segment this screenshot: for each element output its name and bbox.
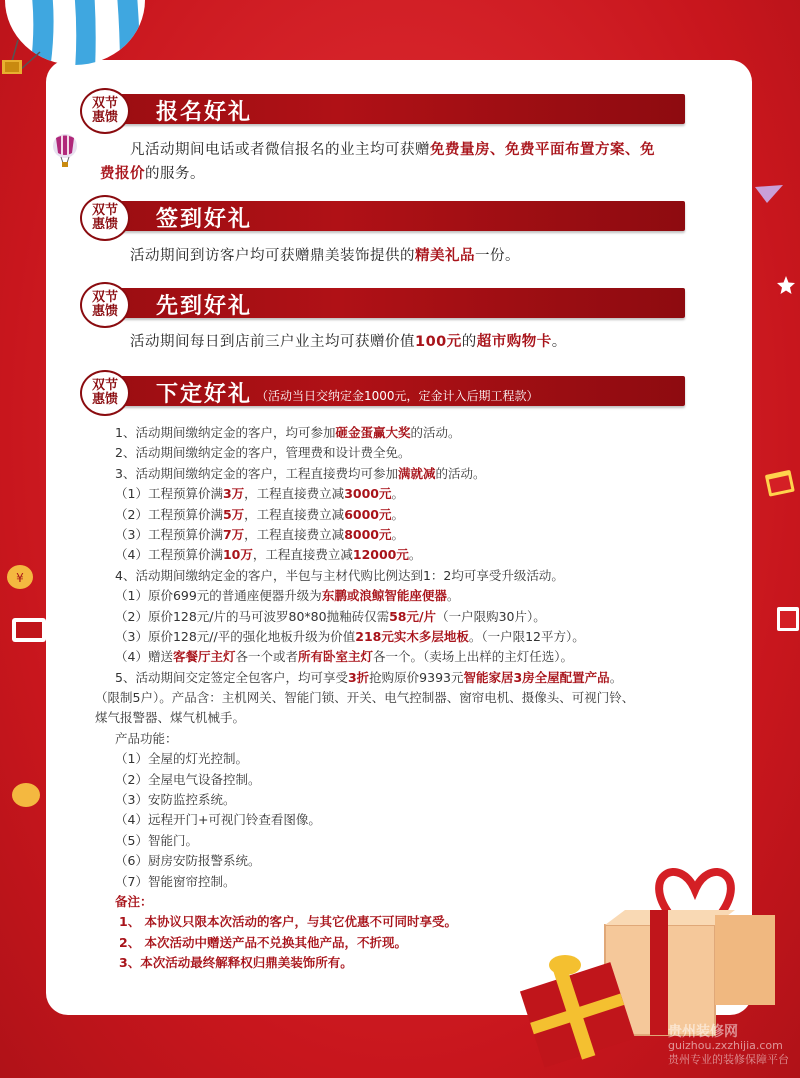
early-bird-gift-text: 活动期间每日到店前三户业主均可获赠价值100元的超市购物卡。 — [130, 334, 567, 350]
ribbon-triangle-icon — [755, 185, 785, 205]
section-title-bar — [106, 376, 685, 406]
coin-icon — [5, 563, 35, 591]
red-envelope-icon — [775, 605, 800, 635]
list-item: （2）原价128元/片的马可波罗80*80抛釉砖仅需58元/片（一户限购30片）。 — [115, 608, 546, 624]
section-title: 先到好礼 — [156, 293, 253, 319]
list-item: 3、活动期间缴纳定金的客户，工程直接费均可参加满就减的活动。 — [115, 465, 486, 481]
star-icon — [776, 275, 796, 295]
section-checkin-gift — [80, 195, 685, 245]
note-item: 2、 本次活动中赠送产品不兑换其他产品，不折现。 — [119, 934, 408, 950]
list-item: 煤气报警器、煤气机械手。 — [95, 710, 246, 726]
notes-heading: 备注： — [115, 893, 153, 909]
list-item: （1）原价699元的普通座便器升级为东鹏或浪鲸智能座便器。 — [115, 588, 460, 604]
list-item: （4）赠送客餐厅主灯各一个或者所有卧室主灯各一个。（卖场上出样的主灯任选）。 — [115, 649, 574, 665]
red-envelope-icon — [763, 468, 799, 502]
list-item: （4）工程预算价满10万，工程直接费立减12000元。 — [115, 547, 422, 563]
note-item: 3、本次活动最终解释权归鼎美装饰所有。 — [119, 955, 353, 971]
hot-air-balloon-icon — [0, 0, 150, 90]
watermark: 贵州装修网 guizhou.zxzhijia.com 贵州专业的装修保障平台 — [668, 1024, 789, 1066]
list-item: （3）安防监控系统。 — [115, 792, 236, 808]
list-item: （3）工程预算价满7万，工程直接费立减8000元。 — [115, 526, 404, 542]
list-item: （3）原价128元//平的强化地板升级为价值218元实木多层地板。（一户限12平方）。 — [115, 628, 585, 644]
list-item: （4）远程开门+可视门铃查看图像。 — [115, 812, 321, 828]
list-item: （限制5户）。产品含：主机网关、智能门锁、开关、电气控制器、窗帘电机、摄像头、可视门铃、 — [95, 690, 635, 706]
svg-text:¥: ¥ — [16, 571, 24, 585]
list-item: 产品功能： — [115, 730, 178, 746]
section-badge: 双节 惠馈 — [80, 370, 130, 416]
section-title-bar — [106, 94, 685, 124]
section-early-bird-gift — [80, 282, 685, 332]
list-item: 1、活动期间缴纳定金的客户，均可参加砸金蛋赢大奖的活动。 — [115, 425, 461, 440]
section-badge: 双节 惠馈 — [80, 195, 130, 241]
section-badge: 双节 惠馈 — [80, 88, 130, 134]
list-item: 5、活动期间交定签定全包客户，均可享受3折抢购原价9393元智能家居3房全屋配置产品。 — [115, 669, 623, 685]
section-title: 签到好礼 — [156, 206, 253, 232]
checkin-gift-text: 活动期间到访客户均可获赠鼎美装饰提供的精美礼品一份。 — [130, 248, 520, 264]
section-title: 下定好礼 （活动当日交纳定金1000元，定金计入后期工程款） — [156, 381, 539, 407]
section-signup-gift — [80, 88, 685, 138]
section-title: 报名好礼 — [156, 99, 253, 125]
coin-icon — [10, 780, 42, 810]
section-title-bar — [106, 288, 685, 318]
list-item: 4、活动期间缴纳定金的客户，半包与主材代购比例达到1：2均可享受升级活动。 — [115, 567, 564, 583]
gift-box-left-icon — [10, 610, 50, 646]
list-item: （1）全屋的灯光控制。 — [115, 751, 248, 767]
section-badge: 双节 惠馈 — [80, 282, 130, 328]
list-item: （2）工程预算价满5万，工程直接费立减6000元。 — [115, 506, 404, 522]
section-title-bar — [106, 201, 685, 231]
list-item: （6）厨房安防报警系统。 — [115, 853, 261, 869]
note-item: 1、 本协议只限本次活动的客户，与其它优惠不可同时享受。 — [119, 914, 458, 930]
list-item: （5）智能门。 — [115, 832, 198, 848]
list-item: （7）智能窗帘控制。 — [115, 873, 236, 889]
signup-gift-text: 凡活动期间电话或者微信报名的业主均可获赠免费量房、免费平面布置方案、免费报价的服务。 — [100, 142, 655, 182]
section-deposit-gift — [80, 370, 685, 420]
small-balloon-icon — [50, 133, 80, 169]
list-item: （1）工程预算价满3万，工程直接费立减3000元。 — [115, 486, 404, 502]
section-title-note: （活动当日交纳定金1000元，定金计入后期工程款） — [256, 388, 539, 403]
list-item: 2、活动期间缴纳定金的客户，管理费和设计费全免。 — [115, 445, 411, 461]
list-item: （2）全屋电气设备控制。 — [115, 771, 261, 787]
